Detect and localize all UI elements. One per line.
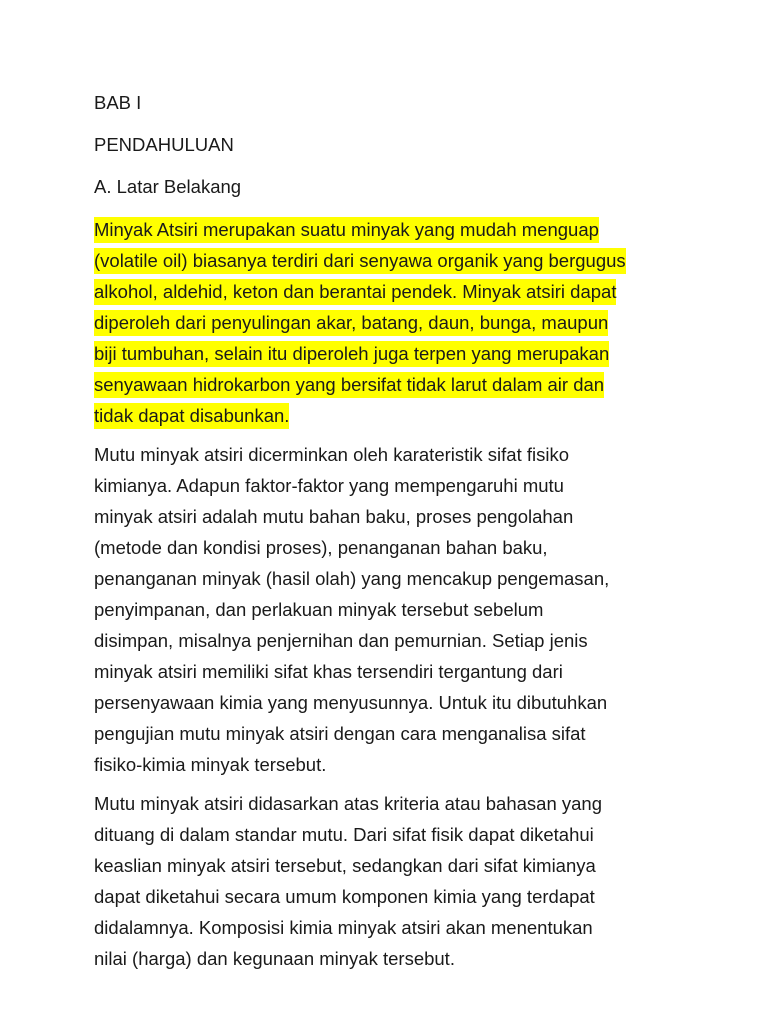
text-line-content: tidak dapat disabunkan. bbox=[94, 403, 289, 429]
text-line-content: alkohol, aldehid, keton dan berantai pendek. Minyak atsiri dapat bbox=[94, 279, 616, 305]
text-line-content: nilai (harga) dan kegunaan minyak tersebut. bbox=[94, 948, 455, 969]
text-line bbox=[94, 687, 694, 718]
section-heading: A. Latar Belakang bbox=[94, 176, 242, 197]
text-line bbox=[94, 881, 694, 912]
text-line-content: biji tumbuhan, selain itu diperoleh juga terpen yang merupakan bbox=[94, 341, 609, 367]
text-line-content: Mutu minyak atsiri dicerminkan oleh karateristik sifat fisiko bbox=[94, 444, 569, 465]
text-line bbox=[94, 400, 694, 431]
text-line-content: didalamnya. Komposisi kimia minyak atsiri akan menentukan bbox=[94, 917, 593, 938]
text-line bbox=[94, 307, 694, 338]
text-line bbox=[94, 470, 694, 501]
text-line-content: penyimpanan, dan perlakuan minyak tersebut sebelum bbox=[94, 599, 544, 620]
text-line bbox=[94, 563, 694, 594]
text-line-content: penanganan minyak (hasil olah) yang mencakup pengemasan, bbox=[94, 568, 610, 589]
text-line bbox=[94, 245, 694, 276]
text-line-content: persenyawaan kimia yang menyusunnya. Untuk itu dibutuhkan bbox=[94, 692, 608, 713]
body-text bbox=[94, 214, 694, 974]
text-line bbox=[94, 943, 694, 974]
text-line-content: disimpan, misalnya penjernihan dan pemurnian. Setiap jenis bbox=[94, 630, 588, 651]
text-line-content: dapat diketahui secara umum komponen kimia yang terdapat bbox=[94, 886, 595, 907]
text-line bbox=[94, 850, 694, 881]
text-line bbox=[94, 788, 694, 819]
chapter-title: PENDAHULUAN bbox=[94, 134, 234, 155]
text-line-content: (volatile oil) biasanya terdiri dari senyawa organik yang bergugus bbox=[94, 248, 626, 274]
text-line bbox=[94, 214, 694, 245]
text-line-content: pengujian mutu minyak atsiri dengan cara menganalisa sifat bbox=[94, 723, 586, 744]
text-line bbox=[94, 594, 694, 625]
text-line-content: minyak atsiri adalah mutu bahan baku, proses pengolahan bbox=[94, 506, 574, 527]
paragraph bbox=[94, 788, 694, 974]
text-line-content: diperoleh dari penyulingan akar, batang, daun, bunga, maupun bbox=[94, 310, 608, 336]
highlighted-paragraph bbox=[94, 214, 694, 431]
text-line bbox=[94, 718, 694, 749]
text-line-content: minyak atsiri memiliki sifat khas tersendiri tergantung dari bbox=[94, 661, 563, 682]
text-line-content: fisiko-kimia minyak tersebut. bbox=[94, 754, 327, 775]
text-line bbox=[94, 501, 694, 532]
text-line bbox=[94, 338, 694, 369]
text-line bbox=[94, 276, 694, 307]
text-line-content: keaslian minyak atsiri tersebut, sedangkan dari sifat kimianya bbox=[94, 855, 596, 876]
text-line bbox=[94, 625, 694, 656]
text-line bbox=[94, 819, 694, 850]
chapter-number: BAB I bbox=[94, 92, 142, 113]
text-line bbox=[94, 656, 694, 687]
text-line bbox=[94, 532, 694, 563]
text-line-content: Mutu minyak atsiri didasarkan atas kriteria atau bahasan yang bbox=[94, 793, 602, 814]
paragraph bbox=[94, 439, 694, 780]
text-line-content: kimianya. Adapun faktor-faktor yang mempengaruhi mutu bbox=[94, 475, 564, 496]
text-line bbox=[94, 749, 694, 780]
text-line bbox=[94, 439, 694, 470]
text-line-content: Minyak Atsiri merupakan suatu minyak yang mudah menguap bbox=[94, 217, 599, 243]
text-line-content: (metode dan kondisi proses), penanganan bahan baku, bbox=[94, 537, 548, 558]
text-line bbox=[94, 912, 694, 943]
text-line-content: senyawaan hidrokarbon yang bersifat tidak larut dalam air dan bbox=[94, 372, 604, 398]
text-line bbox=[94, 369, 694, 400]
document-page bbox=[94, 92, 694, 982]
text-line-content: dituang di dalam standar mutu. Dari sifat fisik dapat diketahui bbox=[94, 824, 594, 845]
